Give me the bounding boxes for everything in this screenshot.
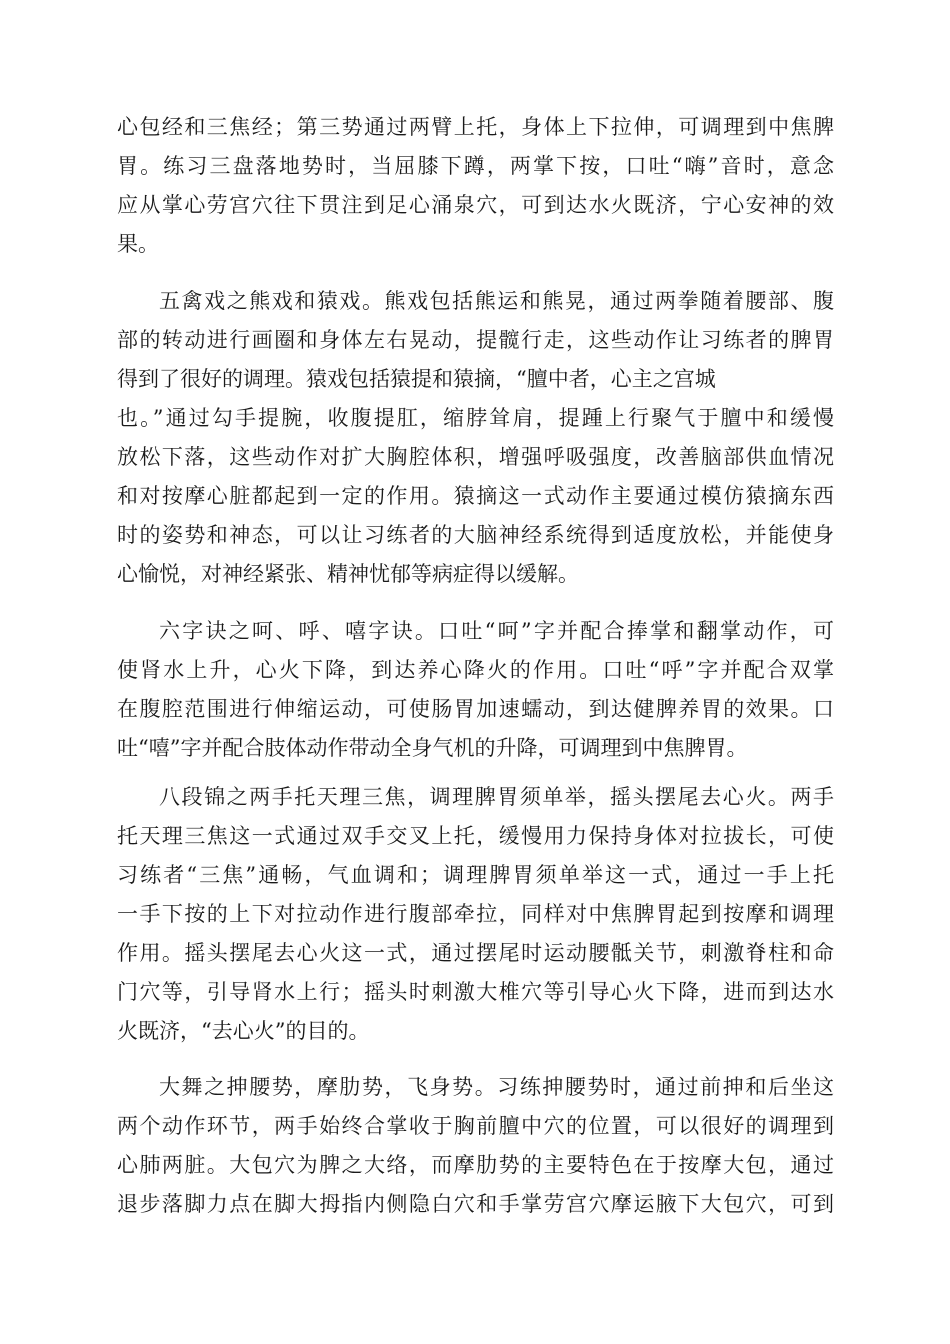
paragraph-yijinjing-continued <box>117 108 834 264</box>
text-line: 吐“嘻”字并配合肢体动作带动全身气机的升降，可调理到中焦脾胃。 <box>117 736 748 760</box>
paragraph-liuzijue <box>117 612 834 768</box>
text-line: 在腹腔范围进行伸缩运动，可使肠胃加速蠕动，到达健脾养胃的效果。口 <box>117 697 834 721</box>
text-line: 大舞之抻腰势，摩肋势，飞身势。习练抻腰势时，通过前抻和后坐这 <box>159 1075 834 1099</box>
text-line: 心包经和三焦经；第三势通过两臂上托，身体上下拉伸，可调理到中焦脾 <box>117 115 834 139</box>
text-line: 得到了很好的调理。猿戏包括猿提和猿摘，“膻中者，心主之宫城 <box>117 367 716 391</box>
paragraph-dawu <box>117 1068 834 1224</box>
text-line: 应从掌心劳宫穴往下贯注到足心涌泉穴，可到达水火既济，宁心安神的效 <box>117 193 834 217</box>
paragraph-baduanjin <box>117 778 834 1051</box>
text-line: 两个动作环节，两手始终合掌收于胸前膻中穴的位置，可以很好的调理到 <box>117 1114 834 1138</box>
text-line: 五禽戏之熊戏和猿戏。熊戏包括熊运和熊晃，通过两拳随着腰部、腹 <box>159 289 834 313</box>
text-line: 一手下按的上下对拉动作进行腹部牵拉，同样对中焦脾胃起到按摩和调理 <box>117 902 834 926</box>
paragraph-wuqinxi <box>117 282 834 594</box>
text-line: 果。 <box>117 232 159 256</box>
text-line: 心愉悦，对神经紧张、精神忧郁等病症得以缓解。 <box>117 562 579 586</box>
text-line: 八段锦之两手托天理三焦，调理脾胃须单举，摇头摆尾去心火。两手 <box>159 785 834 809</box>
text-line: 习练者“三焦”通畅，气血调和；调理脾胃须单举这一式，通过一手上托 <box>117 863 834 887</box>
text-line: 时的姿势和神态，可以让习练者的大脑神经系统得到适度放松，并能使身 <box>117 523 834 547</box>
text-line: 火既济，“去心火”的目的。 <box>117 1019 370 1043</box>
text-line: 和对按摩心脏都起到一定的作用。猿摘这一式动作主要通过模仿猿摘东西 <box>117 484 834 508</box>
text-line: 门穴等，引导肾水上行；摇头时刺激大椎穴等引导心火下降，进而到达水 <box>117 980 834 1004</box>
text-line: 心肺两脏。大包穴为脾之大络，而摩肋势的主要特色在于按摩大包，通过 <box>117 1153 834 1177</box>
text-line: 胃。练习三盘落地势时，当屈膝下蹲，两掌下按，口吐“嗨”音时，意念 <box>117 154 834 178</box>
text-line: 托天理三焦这一式通过双手交叉上托，缓慢用力保持身体对拉拔长，可使 <box>117 824 834 848</box>
text-line: 放松下落，这些动作对扩大胸腔体积，增强呼吸强度，改善脑部供血情况 <box>117 445 834 469</box>
text-line: 六字诀之呵、呼、嘻字诀。口吐“呵”字并配合捧掌和翻掌动作，可 <box>159 619 834 643</box>
text-line: 使肾水上升，心火下降，到达养心降火的作用。口吐“呼”字并配合双掌 <box>117 658 834 682</box>
text-line: 也。”通过勾手提腕，收腹提肛，缩脖耸肩，提踵上行聚气于膻中和缓慢 <box>117 406 834 430</box>
text-line: 作用。摇头摆尾去心火这一式，通过摆尾时运动腰骶关节，刺激脊柱和命 <box>117 941 834 965</box>
text-line: 部的转动进行画圈和身体左右晃动，提髋行走，这些动作让习练者的脾胃 <box>117 328 834 352</box>
text-line: 退步落脚力点在脚大拇指内侧隐白穴和手掌劳宫穴摩运腋下大包穴，可到 <box>117 1192 834 1216</box>
